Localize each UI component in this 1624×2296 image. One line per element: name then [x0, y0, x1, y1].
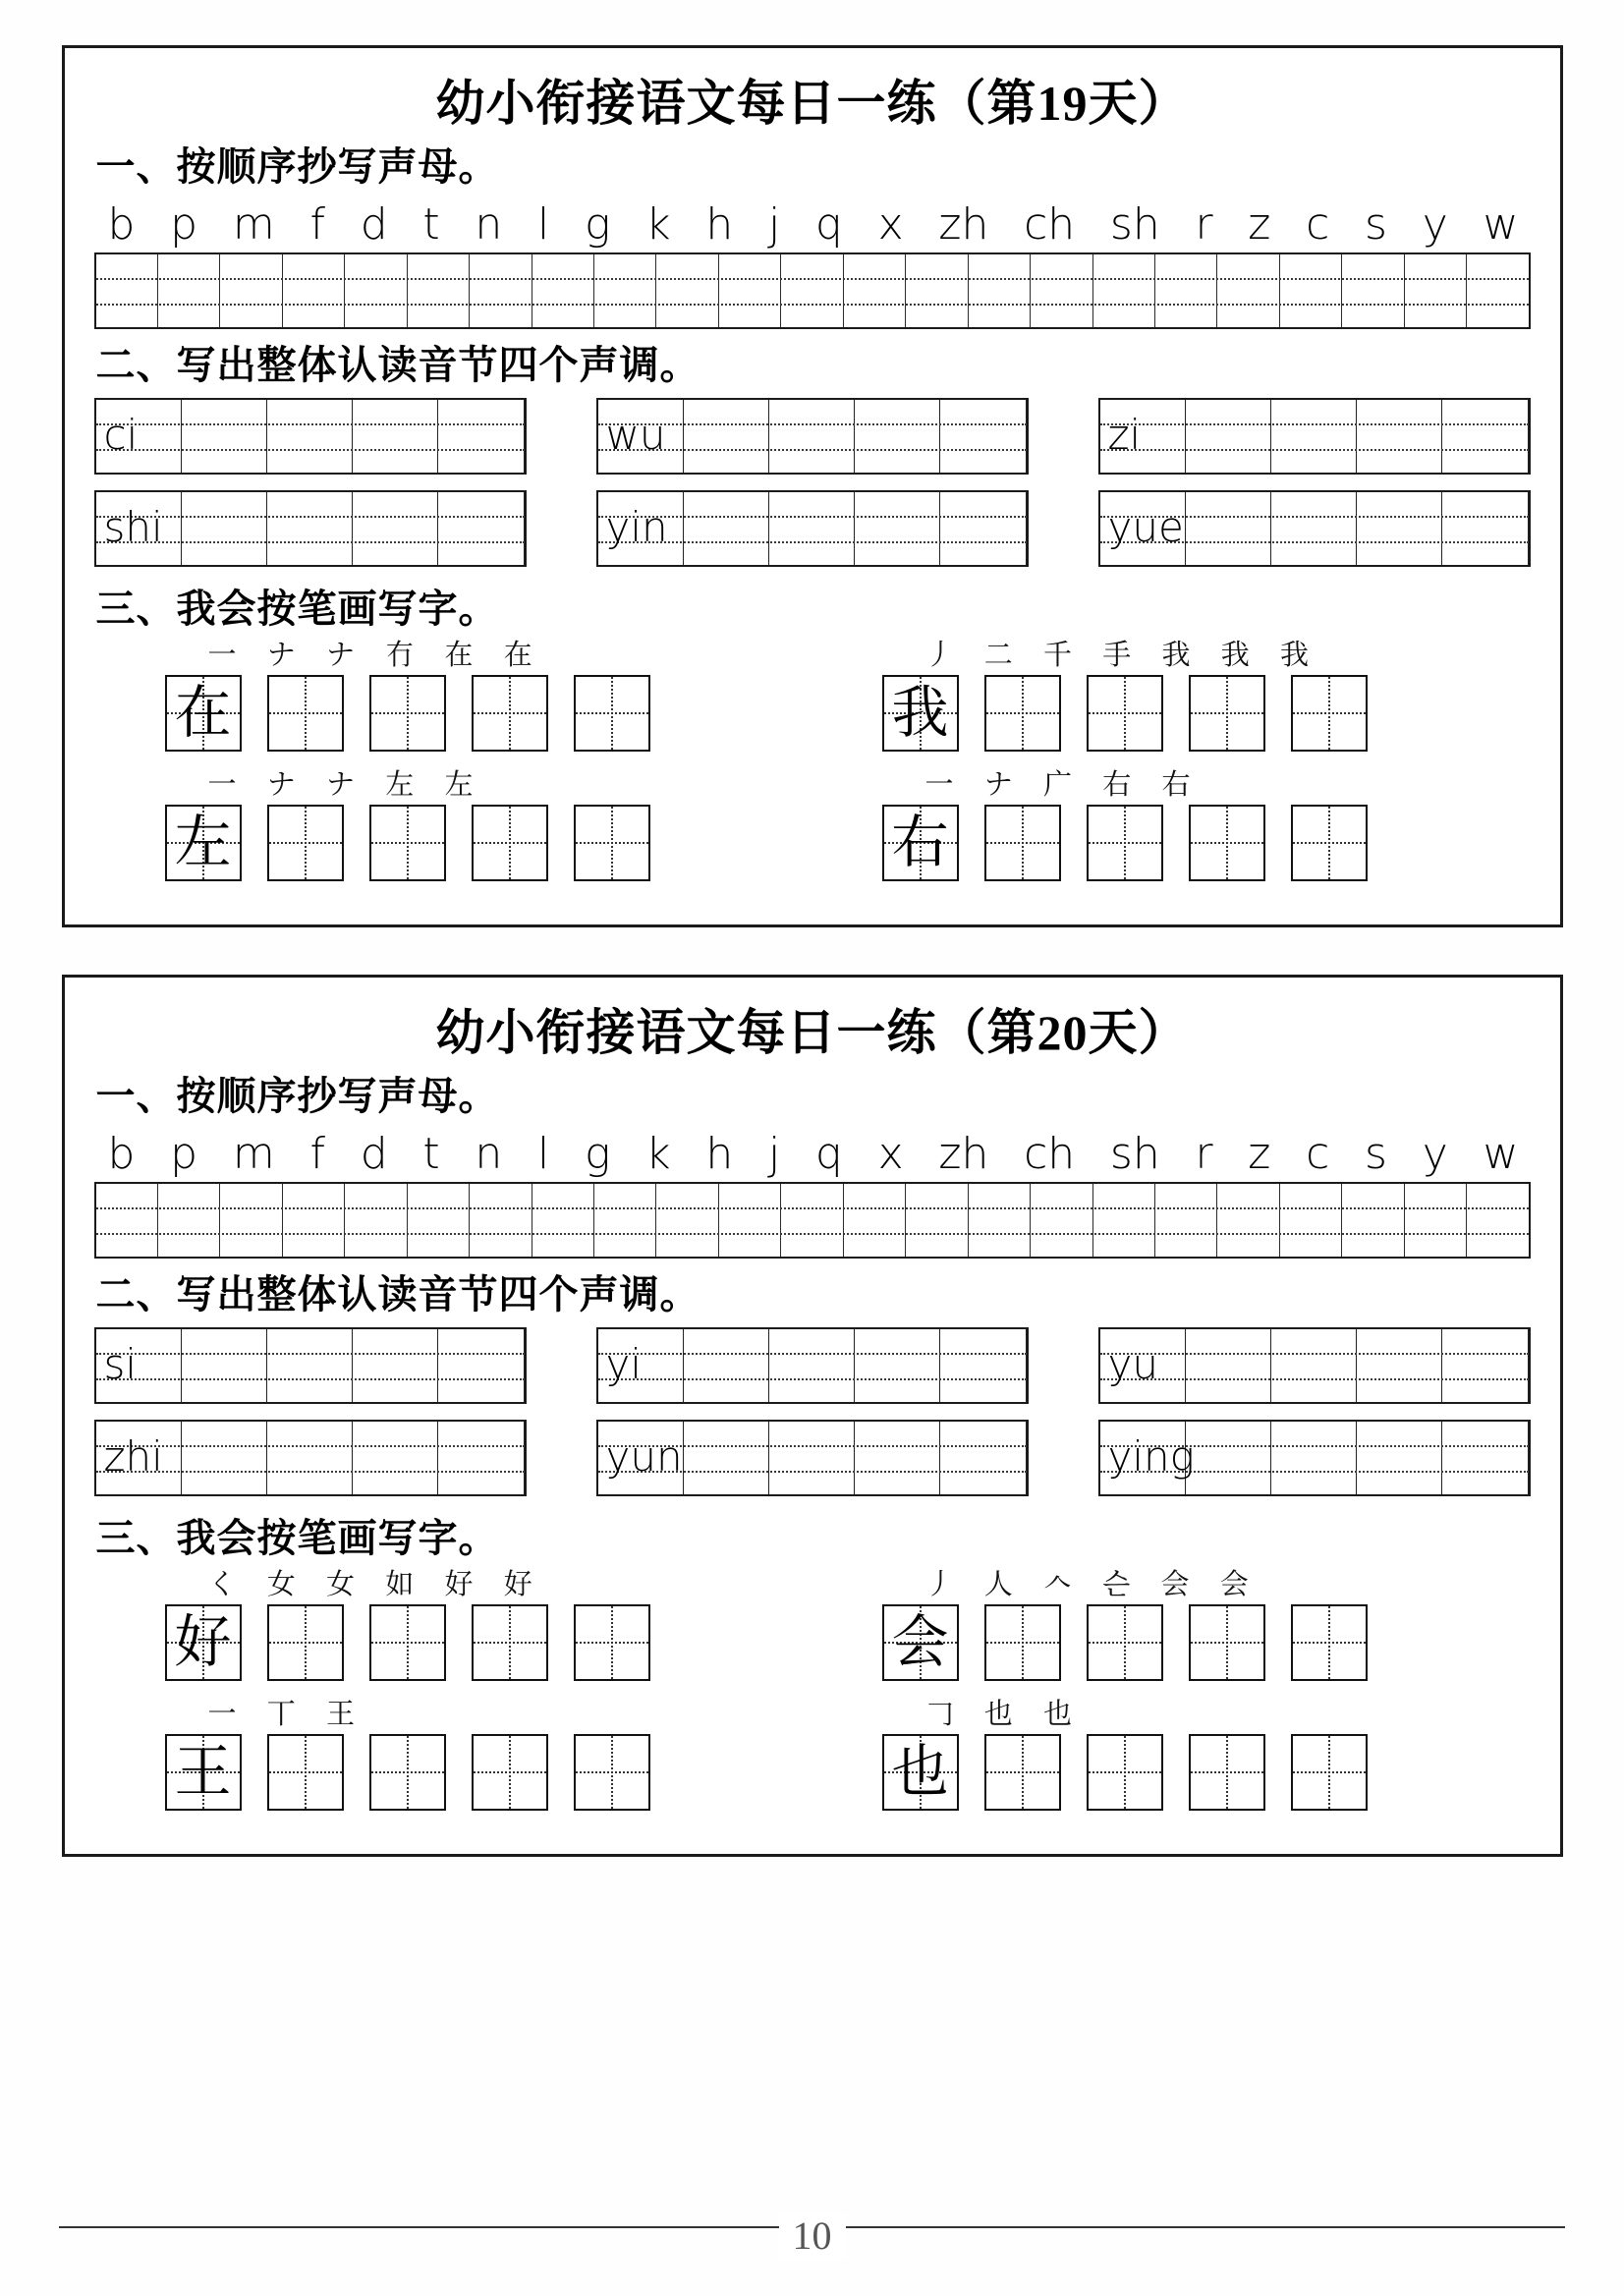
- character-row: [90, 1569, 1535, 1681]
- copy-strip-cell[interactable]: [719, 1184, 781, 1257]
- syllable-exercise: [90, 1327, 1535, 1496]
- copy-strip-cell[interactable]: [408, 1184, 470, 1257]
- character-model-box[interactable]: [165, 805, 242, 881]
- character-glyph: 右: [891, 811, 949, 874]
- copy-strip-cell[interactable]: [470, 254, 532, 327]
- consonant-letter: d: [360, 199, 388, 250]
- section-heading-2: 二、写出整体认读音节四个声调。: [95, 343, 700, 387]
- copy-strip-cell[interactable]: [532, 1184, 594, 1257]
- character-glyph: 王: [174, 1740, 232, 1804]
- copy-strip-cell[interactable]: [781, 1184, 843, 1257]
- syllable-cell[interactable]: [769, 400, 855, 473]
- copy-strip-cell[interactable]: [594, 1184, 656, 1257]
- character-grid-row: [165, 1604, 764, 1681]
- character-practice-box[interactable]: [574, 1604, 650, 1681]
- character-model-box[interactable]: [882, 805, 959, 881]
- character-practice-box[interactable]: [1291, 805, 1368, 881]
- syllable-label: ying: [1107, 1432, 1195, 1482]
- syllable-label: yun: [605, 1432, 683, 1482]
- syllable-cell[interactable]: [438, 1329, 524, 1402]
- consonant-letter: n: [475, 199, 503, 250]
- worksheet-title: 幼小衔接语文每日一练（第20天）: [435, 1005, 1189, 1060]
- syllable-tone-group[interactable]: [94, 1420, 527, 1496]
- syllable-cell[interactable]: [1442, 492, 1528, 565]
- consonant-copy-strip[interactable]: [94, 252, 1531, 329]
- stroke-order-sequence: 𠃌 也 也: [924, 1699, 1085, 1730]
- character-grid-row: [165, 805, 764, 881]
- character-practice-box[interactable]: [984, 675, 1061, 752]
- character-practice-box[interactable]: [574, 675, 650, 752]
- consonant-letter: s: [1365, 1129, 1387, 1179]
- stroke-order-sequence: 一 ナ ナ 冇 在 在: [207, 640, 544, 671]
- character-practice-box[interactable]: [267, 1734, 344, 1811]
- consonant-letter: zh: [938, 1129, 989, 1179]
- syllable-cell[interactable]: [438, 400, 524, 473]
- syllable-tone-group[interactable]: [1098, 490, 1531, 567]
- character-practice-box[interactable]: [267, 805, 344, 881]
- copy-strip-cell[interactable]: [1342, 254, 1404, 327]
- copy-strip-cell[interactable]: [1155, 1184, 1217, 1257]
- syllable-cell[interactable]: [855, 400, 940, 473]
- consonant-letter: r: [1195, 1129, 1213, 1179]
- syllable-tone-group[interactable]: [596, 490, 1029, 567]
- copy-strip-cell[interactable]: [345, 254, 407, 327]
- character-block: [165, 1569, 764, 1681]
- copy-strip-cell[interactable]: [96, 1184, 158, 1257]
- copy-strip-cell[interactable]: [844, 1184, 906, 1257]
- consonant-letter: w: [1483, 1129, 1519, 1179]
- syllable-cell[interactable]: [267, 1422, 353, 1494]
- character-block: [882, 1569, 1482, 1681]
- character-block: [165, 640, 764, 752]
- copy-strip-cell[interactable]: [1342, 1184, 1404, 1257]
- character-block: [882, 769, 1482, 881]
- copy-strip-cell[interactable]: [158, 254, 220, 327]
- copy-strip-cell[interactable]: [408, 254, 470, 327]
- consonant-letter: n: [475, 1129, 503, 1179]
- syllable-cell[interactable]: [1271, 1422, 1357, 1494]
- syllable-cell[interactable]: [1357, 400, 1442, 473]
- consonant-letter: p: [170, 199, 198, 250]
- worksheet-card: [62, 45, 1563, 927]
- syllable-cell[interactable]: [1271, 1329, 1357, 1402]
- syllable-cell[interactable]: [940, 492, 1026, 565]
- syllable-row: [94, 1420, 1531, 1496]
- syllable-cell[interactable]: [1357, 492, 1442, 565]
- character-practice-box[interactable]: [472, 1734, 548, 1811]
- consonant-letter: sh: [1109, 1129, 1160, 1179]
- copy-strip-cell[interactable]: [283, 1184, 345, 1257]
- syllable-cell[interactable]: [1271, 400, 1357, 473]
- syllable-cell[interactable]: [1186, 1329, 1271, 1402]
- character-block: [165, 769, 764, 881]
- character-practice-box[interactable]: [1291, 675, 1368, 752]
- character-practice-box[interactable]: [369, 1734, 446, 1811]
- page-footer: [59, 2211, 1565, 2259]
- consonant-letter: m: [232, 199, 275, 250]
- character-grid-row: [165, 675, 764, 752]
- character-grid-row: [165, 1734, 764, 1811]
- syllable-tone-group[interactable]: [596, 1327, 1029, 1404]
- syllable-cell[interactable]: [438, 1422, 524, 1494]
- stroke-order-sequence: 一 ナ ナ 左 左: [207, 769, 485, 801]
- consonant-letter: c: [1306, 199, 1330, 250]
- syllable-cell[interactable]: [940, 1329, 1026, 1402]
- syllable-tone-group[interactable]: [1098, 1327, 1531, 1404]
- section-heading-2: 二、写出整体认读音节四个声调。: [95, 1272, 700, 1316]
- copy-strip-cell[interactable]: [1217, 254, 1279, 327]
- character-practice-box[interactable]: [1189, 805, 1265, 881]
- copy-strip-cell[interactable]: [1280, 1184, 1342, 1257]
- syllable-cell[interactable]: [684, 1422, 769, 1494]
- consonant-letter: q: [814, 1129, 843, 1179]
- consonant-letter: x: [877, 199, 904, 250]
- character-practice-area: [90, 1569, 1535, 1811]
- syllable-label: zhi: [103, 1432, 163, 1482]
- syllable-cell[interactable]: [855, 1422, 940, 1494]
- character-grid-row: [882, 805, 1482, 881]
- syllable-cell[interactable]: [940, 400, 1026, 473]
- consonant-letter: m: [232, 1129, 275, 1179]
- copy-strip-cell[interactable]: [283, 254, 345, 327]
- syllable-cell[interactable]: [267, 1329, 353, 1402]
- syllable-cell[interactable]: [684, 400, 769, 473]
- syllable-cell[interactable]: [182, 492, 267, 565]
- worksheets-container: [59, 45, 1565, 1857]
- consonant-letter: g: [584, 199, 611, 250]
- consonant-letter: q: [814, 199, 843, 250]
- syllable-cell[interactable]: [855, 492, 940, 565]
- syllable-cell[interactable]: [769, 1422, 855, 1494]
- consonant-letter: t: [422, 199, 440, 250]
- syllable-cell[interactable]: [182, 400, 267, 473]
- character-glyph: 也: [891, 1740, 949, 1804]
- character-practice-box[interactable]: [1087, 1734, 1163, 1811]
- character-practice-box[interactable]: [984, 1604, 1061, 1681]
- character-grid-row: [882, 675, 1482, 752]
- character-practice-box[interactable]: [472, 675, 548, 752]
- consonant-letter: w: [1483, 199, 1519, 250]
- consonant-letter: sh: [1109, 199, 1160, 250]
- stroke-order-sequence: 丿 人 𠆢 슨 会 会: [924, 1569, 1260, 1600]
- syllable-cell[interactable]: [1271, 492, 1357, 565]
- syllable-cell[interactable]: [267, 492, 353, 565]
- consonant-letter: x: [877, 1129, 904, 1179]
- character-practice-box[interactable]: [1087, 805, 1163, 881]
- syllable-row: [94, 1327, 1531, 1404]
- syllable-cell[interactable]: [1442, 1422, 1528, 1494]
- consonant-letter: h: [705, 1129, 734, 1179]
- character-practice-box[interactable]: [1087, 675, 1163, 752]
- section-heading-1: 一、按顺序抄写声母。: [95, 144, 499, 189]
- copy-strip-cell[interactable]: [220, 1184, 282, 1257]
- character-practice-box[interactable]: [1189, 675, 1265, 752]
- character-practice-box[interactable]: [984, 1734, 1061, 1811]
- consonant-letter: j: [767, 199, 781, 250]
- syllable-exercise: [90, 398, 1535, 567]
- syllable-cell[interactable]: [940, 1422, 1026, 1494]
- copy-strip-cell[interactable]: [781, 254, 843, 327]
- character-practice-box[interactable]: [1189, 1604, 1265, 1681]
- consonant-letter: j: [767, 1129, 781, 1179]
- syllable-cell[interactable]: [353, 1422, 438, 1494]
- copy-strip-cell[interactable]: [969, 254, 1031, 327]
- character-practice-box[interactable]: [369, 1604, 446, 1681]
- consonant-letter: l: [536, 199, 550, 250]
- syllable-label: yu: [1107, 1340, 1158, 1389]
- copy-strip-cell[interactable]: [345, 1184, 407, 1257]
- copy-strip-cell[interactable]: [1031, 254, 1092, 327]
- character-glyph: 左: [174, 811, 232, 874]
- section-heading-3: 三、我会按笔画写字。: [95, 587, 499, 631]
- character-practice-box[interactable]: [574, 805, 650, 881]
- consonant-letter: y: [1422, 199, 1448, 250]
- copy-strip-cell[interactable]: [969, 1184, 1031, 1257]
- consonant-letter: ch: [1024, 1129, 1076, 1179]
- copy-strip-cell[interactable]: [1217, 1184, 1279, 1257]
- character-model-box[interactable]: [882, 1734, 959, 1811]
- copy-strip-cell[interactable]: [844, 254, 906, 327]
- copy-strip-cell[interactable]: [158, 1184, 220, 1257]
- syllable-cell[interactable]: [182, 1422, 267, 1494]
- syllable-cell[interactable]: [684, 492, 769, 565]
- syllable-cell[interactable]: [353, 400, 438, 473]
- copy-strip-cell[interactable]: [470, 1184, 532, 1257]
- syllable-cell[interactable]: [353, 1329, 438, 1402]
- consonant-letter: f: [309, 199, 325, 250]
- consonant-letter: d: [360, 1129, 388, 1179]
- syllable-tone-group[interactable]: [94, 490, 527, 567]
- syllable-label: yin: [605, 503, 668, 552]
- syllable-tone-group[interactable]: [94, 1327, 527, 1404]
- character-model-box[interactable]: [165, 1734, 242, 1811]
- syllable-label: shi: [103, 503, 163, 552]
- copy-strip-cell[interactable]: [1093, 254, 1155, 327]
- character-glyph: 在: [174, 681, 232, 745]
- consonant-list: [90, 196, 1535, 249]
- character-practice-box[interactable]: [267, 1604, 344, 1681]
- copy-strip-cell[interactable]: [96, 254, 158, 327]
- consonant-letter: b: [107, 1129, 136, 1179]
- syllable-tone-group[interactable]: [596, 398, 1029, 475]
- character-practice-box[interactable]: [369, 675, 446, 752]
- consonant-letter: k: [645, 1129, 671, 1179]
- copy-strip-cell[interactable]: [220, 254, 282, 327]
- section-heading-1: 一、按顺序抄写声母。: [95, 1074, 499, 1118]
- syllable-cell[interactable]: [769, 1329, 855, 1402]
- syllable-tone-group[interactable]: [94, 398, 527, 475]
- syllable-cell[interactable]: [353, 492, 438, 565]
- character-block: [882, 1699, 1482, 1811]
- syllable-cell[interactable]: [1442, 1329, 1528, 1402]
- syllable-tone-group[interactable]: [1098, 1420, 1531, 1496]
- character-practice-area: [90, 640, 1535, 881]
- syllable-row: [94, 398, 1531, 475]
- character-practice-box[interactable]: [1291, 1604, 1368, 1681]
- character-glyph: 会: [891, 1610, 949, 1674]
- copy-strip-cell[interactable]: [1093, 1184, 1155, 1257]
- consonant-letter: l: [536, 1129, 550, 1179]
- character-practice-box[interactable]: [984, 805, 1061, 881]
- section-heading-3: 三、我会按笔画写字。: [95, 1516, 499, 1560]
- syllable-cell[interactable]: [1442, 400, 1528, 473]
- worksheet-title: 幼小衔接语文每日一练（第19天）: [435, 76, 1189, 131]
- character-grid-row: [882, 1734, 1482, 1811]
- character-grid-row: [882, 1604, 1482, 1681]
- copy-strip-cell[interactable]: [906, 1184, 968, 1257]
- stroke-order-sequence: 丿 二 千 手 我 我 我: [924, 640, 1321, 671]
- copy-strip-cell[interactable]: [656, 1184, 718, 1257]
- copy-strip-cell[interactable]: [906, 254, 968, 327]
- character-practice-box[interactable]: [472, 805, 548, 881]
- copy-strip-cell[interactable]: [719, 254, 781, 327]
- syllable-cell[interactable]: [769, 492, 855, 565]
- character-practice-box[interactable]: [1189, 1734, 1265, 1811]
- character-practice-box[interactable]: [1087, 1604, 1163, 1681]
- consonant-letter: c: [1306, 1129, 1330, 1179]
- stroke-order-sequence: く 女 女 如 好 好: [207, 1569, 544, 1600]
- stroke-order-sequence: 一 ナ 广 右 右: [924, 769, 1203, 801]
- syllable-cell[interactable]: [267, 400, 353, 473]
- syllable-label: wu: [605, 411, 666, 460]
- consonant-letter: y: [1422, 1129, 1448, 1179]
- consonant-letter: z: [1248, 1129, 1271, 1179]
- character-row: [90, 769, 1535, 881]
- character-model-box[interactable]: [882, 1604, 959, 1681]
- character-practice-box[interactable]: [1291, 1734, 1368, 1811]
- consonant-letter: g: [584, 1129, 611, 1179]
- worksheet-card: [62, 975, 1563, 1857]
- copy-strip-cell[interactable]: [1405, 254, 1467, 327]
- syllable-row: [94, 490, 1531, 567]
- copy-strip-cell[interactable]: [656, 254, 718, 327]
- character-practice-box[interactable]: [472, 1604, 548, 1681]
- syllable-label: zi: [1107, 411, 1142, 460]
- character-row: [90, 1699, 1535, 1811]
- character-block: [882, 640, 1482, 752]
- character-practice-box[interactable]: [267, 675, 344, 752]
- syllable-cell[interactable]: [855, 1329, 940, 1402]
- copy-strip-cell[interactable]: [1155, 254, 1217, 327]
- character-row: [90, 640, 1535, 752]
- consonant-letter: b: [107, 199, 136, 250]
- consonant-copy-strip[interactable]: [94, 1182, 1531, 1259]
- character-practice-box[interactable]: [574, 1734, 650, 1811]
- character-block: [165, 1699, 764, 1811]
- consonant-letter: f: [309, 1129, 325, 1179]
- copy-strip-cell[interactable]: [1405, 1184, 1467, 1257]
- syllable-label: si: [103, 1340, 138, 1389]
- consonant-letter: zh: [938, 199, 989, 250]
- consonant-letter: r: [1195, 199, 1213, 250]
- character-model-box[interactable]: [165, 1604, 242, 1681]
- copy-strip-cell[interactable]: [1280, 254, 1342, 327]
- copy-strip-cell[interactable]: [1467, 254, 1528, 327]
- character-glyph: 我: [891, 681, 949, 745]
- syllable-cell[interactable]: [438, 492, 524, 565]
- syllable-cell[interactable]: [1186, 400, 1271, 473]
- stroke-order-sequence: 一 丅 王: [207, 1699, 367, 1730]
- consonant-letter: z: [1248, 199, 1271, 250]
- consonant-letter: t: [422, 1129, 440, 1179]
- consonant-list: [90, 1125, 1535, 1178]
- syllable-cell[interactable]: [684, 1329, 769, 1402]
- syllable-cell[interactable]: [1186, 492, 1271, 565]
- syllable-cell[interactable]: [1186, 1422, 1271, 1494]
- syllable-cell[interactable]: [182, 1329, 267, 1402]
- character-model-box[interactable]: [882, 675, 959, 752]
- syllable-cell[interactable]: [1357, 1422, 1442, 1494]
- syllable-label: yi: [605, 1340, 643, 1389]
- character-model-box[interactable]: [165, 675, 242, 752]
- consonant-letter: s: [1365, 199, 1387, 250]
- consonant-letter: p: [170, 1129, 198, 1179]
- copy-strip-cell[interactable]: [532, 254, 594, 327]
- copy-strip-cell[interactable]: [1467, 1184, 1528, 1257]
- syllable-tone-group[interactable]: [1098, 398, 1531, 475]
- syllable-label: ci: [103, 411, 139, 460]
- consonant-letter: k: [645, 199, 671, 250]
- syllable-cell[interactable]: [1357, 1329, 1442, 1402]
- character-glyph: 好: [174, 1610, 232, 1674]
- copy-strip-cell[interactable]: [1031, 1184, 1092, 1257]
- syllable-label: yue: [1107, 503, 1184, 552]
- syllable-tone-group[interactable]: [596, 1420, 1029, 1496]
- copy-strip-cell[interactable]: [594, 254, 656, 327]
- page-number: 10: [779, 2212, 846, 2259]
- character-practice-box[interactable]: [369, 805, 446, 881]
- consonant-letter: h: [705, 199, 734, 250]
- consonant-letter: ch: [1024, 199, 1076, 250]
